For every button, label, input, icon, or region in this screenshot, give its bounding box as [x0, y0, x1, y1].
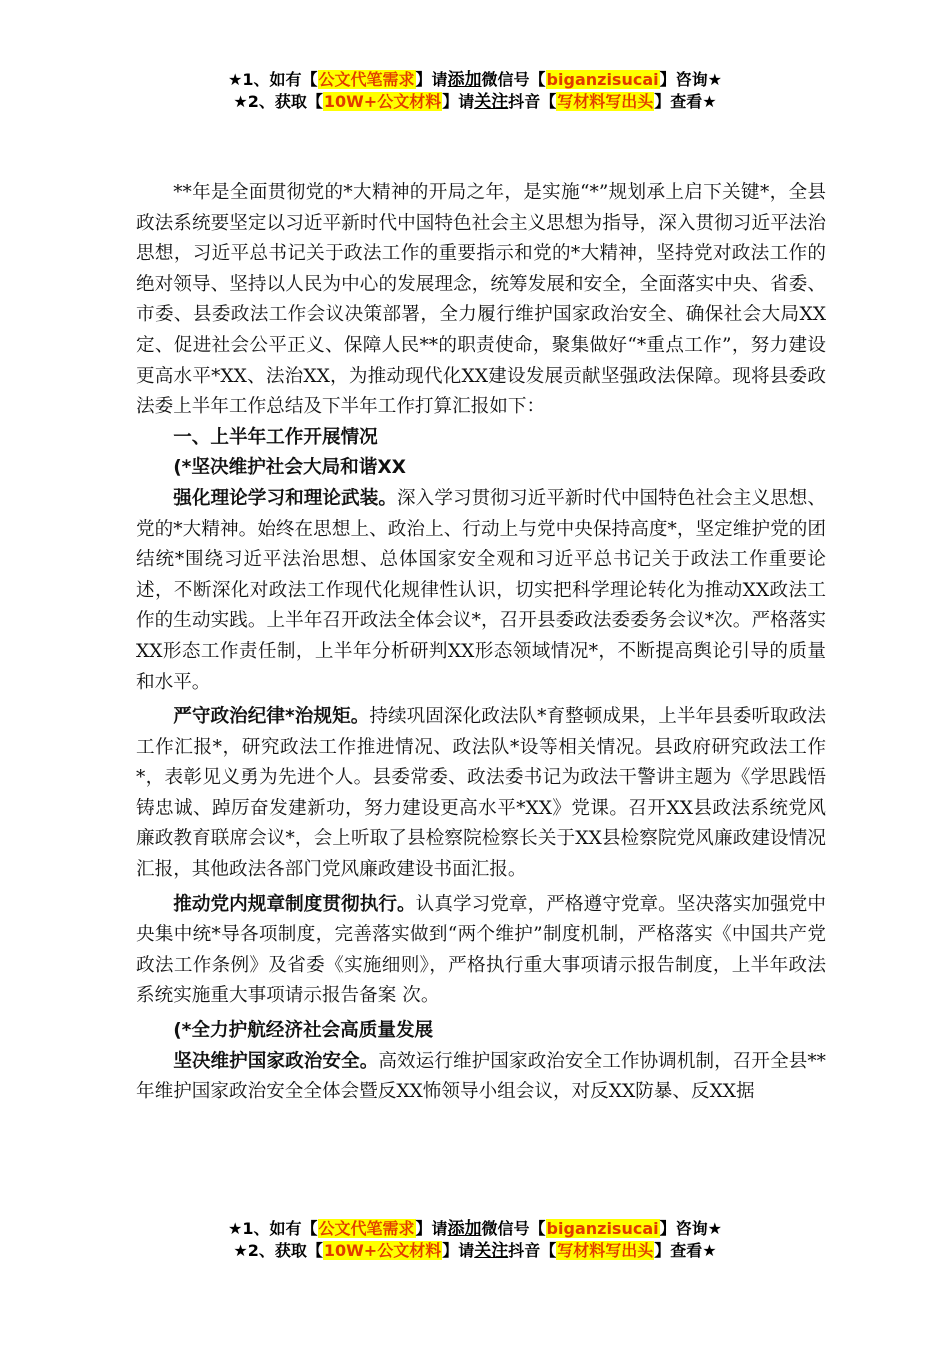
highlight-text: 公文代笔需求	[318, 70, 415, 89]
highlight-text: biganzisucai	[546, 1219, 659, 1238]
intro-paragraph: **年是全面贯彻党的*大精神的开局之年，是实施“*”规划承上启下关键*，全县政法系统要坚定以习近平新时代中国特色社会主义思想为指导，深入贯彻习近平法治思想，习近平总书记关于政法工作的重要指示和党的*大精神，坚持党对政法工作的绝对领导、坚持以人民为中心的发展理念，统筹发展和安全，全面落实中央、省委、市委、县委政法工作会议决策部署，全力履行维护国家政治安全、确保社会大局XX定、促进社会公平正义、保障人民**的职责使命，聚集做好“*重点工作”，努力建设更高水平*XX、法治XX，为推动现代化XX建设发展贡献坚强政法保障。现将县委政法委上半年工作总结及下半年工作打算汇报如下：	[136, 182, 826, 418]
promo-banner-top	[0, 69, 950, 113]
section-heading: 一、上半年工作开展情况	[173, 426, 378, 448]
promo-banner-bottom	[0, 1218, 950, 1262]
underlined-text: 添加	[447, 1219, 482, 1239]
highlight-text: 10W+公文材料	[323, 92, 442, 111]
paragraph-lead: 严守政治纪律*治规矩。	[173, 706, 370, 728]
paragraph-lead: 推动党内规章制度贯彻执行。	[173, 893, 416, 915]
paragraph-lead: 坚决维护国家政治安全。	[173, 1050, 379, 1072]
promo-line-1: ★1、如有【公文代笔需求】请添加微信号【biganzisucai】咨询★	[228, 1219, 722, 1239]
promo-line-1: ★1、如有【公文代笔需求】请添加微信号【biganzisucai】咨询★	[228, 70, 722, 90]
subsection-heading: (*全力护航经济社会高质量发展	[173, 1020, 434, 1042]
highlight-text: 10W+公文材料	[323, 1241, 442, 1260]
underlined-text: 关注	[474, 1241, 509, 1261]
body-paragraph: 推动党内规章制度贯彻执行。认真学习党章，严格遵守党章。坚决落实加强党中央集中统*导各项制度，完善落实做到“两个维护”制度机制，严格落实《中国共产党政法工作条例》及省委《实施细则》，严格执行重大事项请示报告制度，上半年政法系统实施重大事项请示报告备案 次。	[136, 893, 826, 1007]
paragraph-lead: 强化理论学习和理论武装。	[173, 487, 398, 509]
document-body	[136, 178, 826, 1108]
body-paragraph: 坚决维护国家政治安全。高效运行维护国家政治安全工作协调机制，召开全县**年维护国家政治安全全体会暨反XX怖领导小组会议，对反XX防暴、反XX据	[136, 1050, 826, 1103]
highlight-text: biganzisucai	[546, 70, 659, 89]
subsection-heading: (*坚决维护社会大局和谐XX	[173, 457, 407, 479]
promo-line-2: ★2、获取【10W+公文材料】请关注抖音【写材料写出头】查看★	[233, 1241, 717, 1261]
underlined-text: 关注	[474, 92, 509, 112]
highlight-text: 公文代笔需求	[318, 1219, 415, 1238]
body-paragraph: 严守政治纪律*治规矩。持续巩固深化政法队*育整顿成果，上半年县委听取政法工作汇报*，研究政法工作推进情况、政法队*设等相关情况。县政府研究政法工作*，表彰见义勇为先进个人。县委常委、政法委书记为政法干警讲主题为《学思践悟铸忠诚、踔厉奋发建新功，努力建设更高水平*XX》党课。召开XX县政法系统党风廉政教育联席会议*，会上听取了县检察院检察长关于XX县检察院党风廉政建设情况汇报，其他政法各部门党风廉政建设书面汇报。	[136, 706, 826, 881]
body-paragraph: 强化理论学习和理论武装。深入学习贯彻习近平新时代中国特色社会主义思想、党的*大精神。始终在思想上、政治上、行动上与党中央保持高度*，坚定维护党的团结统*围绕习近平法治思想、总体国家安全观和习近平总书记关于政法工作重要论述，不断深化对政法工作现代化规律性认识，切实把科学理论转化为推动XX政法工作的生动实践。上半年召开政法全体会议*，召开县委政法委委务会议*次。严格落实XX形态工作责任制，上半年分析研判XX形态领域情况*，不断提高舆论引导的质量和水平。	[136, 487, 826, 693]
promo-line-2: ★2、获取【10W+公文材料】请关注抖音【写材料写出头】查看★	[233, 92, 717, 112]
highlight-text: 写材料写出头	[557, 1241, 654, 1260]
underlined-text: 添加	[447, 70, 482, 90]
highlight-text: 写材料写出头	[557, 92, 654, 111]
